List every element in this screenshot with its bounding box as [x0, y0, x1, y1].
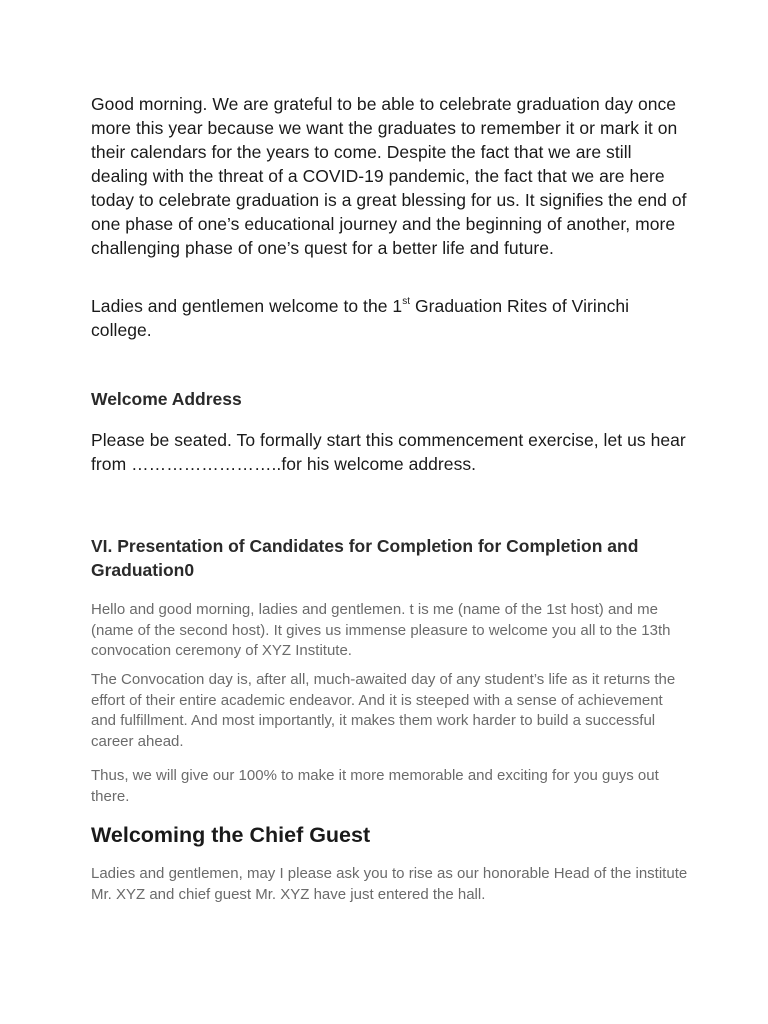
welcome-address-text: Please be seated. To formally start this commencement exercise, let us hear from ……………………..for his welcome address.: [91, 430, 686, 474]
presentation-heading: VI. Presentation of Candidates for Completion for Completion and Graduation0: [91, 536, 639, 580]
intro-paragraph: Good morning. We are grateful to be able to celebrate graduation day once more this year because we want the graduates to remember it or mark it on their calendars for the years to come. Despite the fact that we are still dealing with the threat of a COVID-19 pandemic, the fact that we are here today to celebrate graduation is a great blessing for us. It signifies the end of one phase of one’s educational journey and the beginning of another, more challenging phase of one’s quest for a better life and future.: [91, 94, 687, 258]
welcome-line: [91, 294, 691, 342]
chief-guest-text: Ladies and gentlemen, may I please ask you to rise as our honorable Head of the institute Mr. XYZ and chief guest Mr. XYZ have just entered the hall.: [91, 865, 688, 903]
presentation-paragraph-3: Thus, we will give our 100% to make it more memorable and exciting for you guys out there.: [91, 767, 659, 805]
welcome-line-after: Graduation Rites of Virinchi college.: [91, 296, 630, 340]
welcome-address-heading: Welcome Address: [91, 389, 242, 409]
chief-guest-heading: Welcoming the Chief Guest: [91, 823, 371, 847]
welcome-line-superscript: st: [402, 296, 411, 308]
welcome-line-before: Ladies and gentlemen welcome to the 1: [91, 296, 403, 316]
presentation-paragraph-2: The Convocation day is, after all, much-awaited day of any student’s life as it returns the effort of their entire academic endeavor. And it is steeped with a sense of achievement and fulfillment. And most importantly, it makes them work harder to build a successful career ahead.: [91, 671, 676, 750]
presentation-paragraph-1: Hello and good morning, ladies and gentlemen. t is me (name of the 1st host) and me (name of the second host). It gives us immense pleasure to welcome you all to the 13th convocation ceremony of XYZ Institute.: [91, 601, 671, 659]
